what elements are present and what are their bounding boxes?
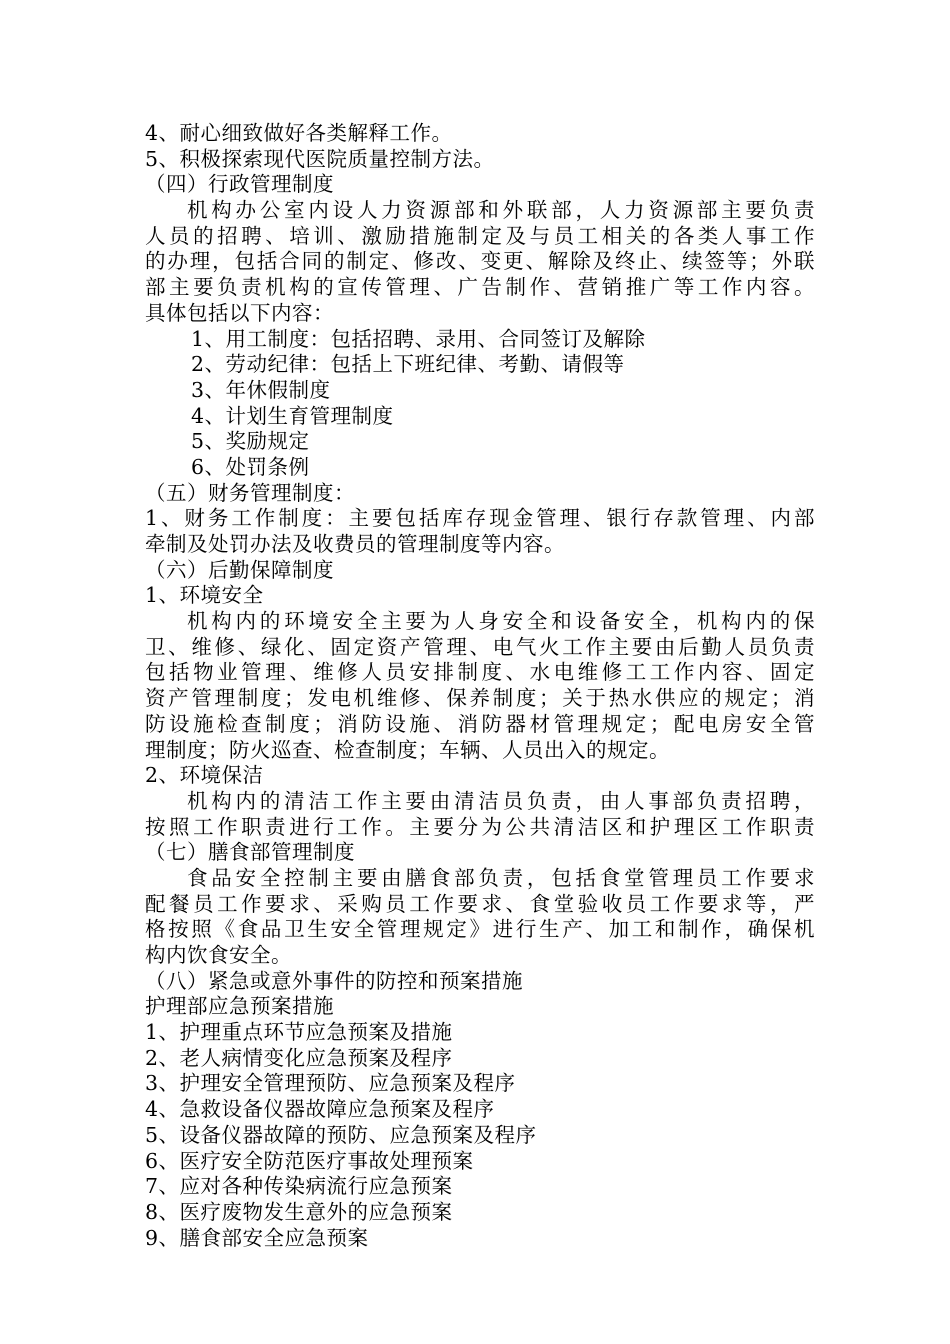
- list-item: 7、应对各种传染病流行应急预案: [145, 1174, 453, 1199]
- paragraph-line: 人员的招聘、培训、激励措施制定及与员工相关的各类人事工作: [145, 223, 815, 248]
- list-item: 3、护理安全管理预防、应急预案及程序: [145, 1071, 516, 1096]
- section-heading: （四）行政管理制度: [145, 172, 334, 197]
- list-item: 5、积极探索现代医院质量控制方法。: [145, 146, 495, 171]
- list-item: 6、医疗安全防范医疗事故处理预案: [145, 1148, 474, 1173]
- section-heading: （八）紧急或意外事件的防控和预案措施: [145, 968, 523, 993]
- paragraph-line: 机构内的环境安全主要为人身安全和设备安全，机构内的保: [187, 609, 815, 634]
- section-heading: （七）膳食部管理制度: [145, 840, 355, 865]
- list-item: 5、设备仪器故障的预防、应急预案及程序: [145, 1122, 537, 1147]
- list-item: 4、计划生育管理制度: [191, 403, 394, 428]
- paragraph-line: 部主要负责机构的宣传管理、广告制作、营销推广等工作内容。: [145, 275, 815, 300]
- paragraph-line: 包括物业管理、维修人员安排制度、水电维修工工作内容、固定: [145, 660, 815, 685]
- list-item: 4、急救设备仪器故障应急预案及程序: [145, 1097, 495, 1122]
- list-item: 5、奖励规定: [191, 429, 310, 454]
- paragraph-line: 格按照《食品卫生安全管理规定》进行生产、加工和制作，确保机: [145, 917, 815, 942]
- subsection-heading: 1、环境安全: [145, 583, 264, 608]
- list-item: 1、用工制度：包括招聘、录用、合同签订及解除: [191, 326, 646, 351]
- list-item: 2、老人病情变化应急预案及程序: [145, 1045, 453, 1070]
- paragraph-line: 防设施检查制度；消防设施、消防器材管理规定；配电房安全管: [145, 711, 815, 736]
- list-item: 4、耐心细致做好各类解释工作。: [145, 121, 453, 145]
- subsection-heading: 2、环境保洁: [145, 763, 264, 788]
- document-page: [145, 121, 815, 1251]
- section-heading: （五）财务管理制度：: [145, 480, 355, 505]
- subsection-heading: 护理部应急预案措施: [145, 994, 334, 1019]
- paragraph-line: 配餐员工作要求、采购员工作要求、食堂验收员工作要求等，严: [145, 891, 815, 916]
- paragraph-line: 资产管理制度；发电机维修、保养制度；关于热水供应的规定；消: [145, 686, 815, 711]
- paragraph-line: 机构内的清洁工作主要由清洁员负责，由人事部负责招聘，: [187, 788, 815, 813]
- paragraph-line: 构内饮食安全。: [145, 943, 292, 967]
- paragraph-line: 食品安全控制主要由膳食部负责，包括食堂管理员工作要求: [187, 865, 815, 890]
- list-item: 8、医疗废物发生意外的应急预案: [145, 1199, 453, 1224]
- list-item: 9、膳食部安全应急预案: [145, 1225, 369, 1250]
- paragraph-line: 具体包括以下内容：: [145, 300, 334, 325]
- list-item: 2、劳动纪律：包括上下班纪律、考勤、请假等: [191, 352, 625, 377]
- paragraph-line: 卫、维修、绿化、固定资产管理、电气火工作主要由后勤人员负责: [145, 634, 815, 659]
- list-item: 1、护理重点环节应急预案及措施: [145, 1020, 453, 1045]
- paragraph-line: 1、财务工作制度：主要包括库存现金管理、银行存款管理、内部: [145, 506, 815, 531]
- paragraph-line: 按照工作职责进行工作。主要分为公共清洁区和护理区工作职责: [145, 814, 815, 839]
- paragraph-line: 机构办公室内设人力资源部和外联部，人力资源部主要负责: [187, 198, 815, 223]
- paragraph-line: 牵制及处罚办法及收费员的管理制度等内容。: [145, 532, 565, 556]
- paragraph-line: 理制度；防火巡查、检查制度；车辆、人员出入的规定。: [145, 737, 670, 762]
- section-heading: （六）后勤保障制度: [145, 557, 334, 582]
- list-item: 6、处罚条例: [191, 454, 310, 479]
- paragraph-line: 的办理，包括合同的制定、修改、变更、解除及终止、续签等；外联: [145, 249, 815, 274]
- list-item: 3、年休假制度: [191, 377, 331, 402]
